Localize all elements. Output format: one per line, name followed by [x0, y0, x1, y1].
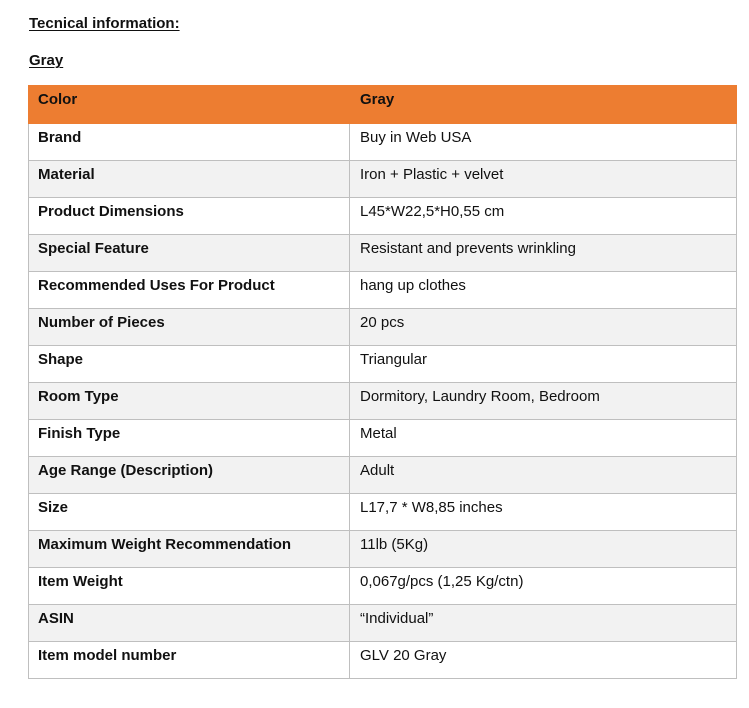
spec-label-cell: Shape [29, 346, 350, 383]
spec-label-cell: Number of Pieces [29, 309, 350, 346]
table-row [29, 161, 737, 198]
table-row [29, 309, 737, 346]
spec-label-cell: ASIN [29, 605, 350, 642]
section-subtitle: Gray [29, 52, 64, 69]
table-row [29, 457, 737, 494]
spec-value-cell: GLV 20 Gray [350, 642, 737, 679]
spec-label-cell: Recommended Uses For Product [29, 272, 350, 309]
spec-value-cell: L17,7 * W8,85 inches [350, 494, 737, 531]
table-header-row [29, 86, 737, 124]
spec-value-cell: 0,067g/pcs (1,25 Kg/ctn) [350, 568, 737, 605]
spec-value-cell: Resistant and prevents wrinkling [350, 235, 737, 272]
spec-label-cell: Material [29, 161, 350, 198]
table-row [29, 272, 737, 309]
spec-value-cell: L45*W22,5*H0,55 cm [350, 198, 737, 235]
spec-value-cell: Iron + Plastic + velvet [350, 161, 737, 198]
spec-label-cell: Age Range (Description) [29, 457, 350, 494]
table-row [29, 383, 737, 420]
spec-label-cell: Special Feature [29, 235, 350, 272]
table-row [29, 346, 737, 383]
spec-label-cell: Room Type [29, 383, 350, 420]
table-row [29, 420, 737, 457]
spec-value-cell: 20 pcs [350, 309, 737, 346]
spec-value-cell: Metal [350, 420, 737, 457]
spec-label-cell: Size [29, 494, 350, 531]
spec-value-cell: Dormitory, Laundry Room, Bedroom [350, 383, 737, 420]
spec-value-cell: 11lb (5Kg) [350, 531, 737, 568]
spec-value-cell: Buy in Web USA [350, 124, 737, 161]
spec-label-cell: Product Dimensions [29, 198, 350, 235]
header-value-cell: Gray [350, 86, 737, 124]
spec-value-cell: Adult [350, 457, 737, 494]
table-row [29, 494, 737, 531]
spec-label-cell: Maximum Weight Recommendation [29, 531, 350, 568]
header-label-cell: Color [29, 86, 350, 124]
spec-value-cell: “Individual” [350, 605, 737, 642]
table-row [29, 198, 737, 235]
table-row [29, 235, 737, 272]
table-row [29, 531, 737, 568]
table-row [29, 124, 737, 161]
spec-label-cell: Item model number [29, 642, 350, 679]
table-row [29, 605, 737, 642]
spec-label-cell: Finish Type [29, 420, 350, 457]
document-title: Tecnical information: [29, 15, 180, 32]
spec-label-cell: Brand [29, 124, 350, 161]
spec-label-cell: Item Weight [29, 568, 350, 605]
table-row [29, 568, 737, 605]
specifications-table [28, 85, 737, 679]
spec-value-cell: hang up clothes [350, 272, 737, 309]
table-row [29, 642, 737, 679]
spec-value-cell: Triangular [350, 346, 737, 383]
